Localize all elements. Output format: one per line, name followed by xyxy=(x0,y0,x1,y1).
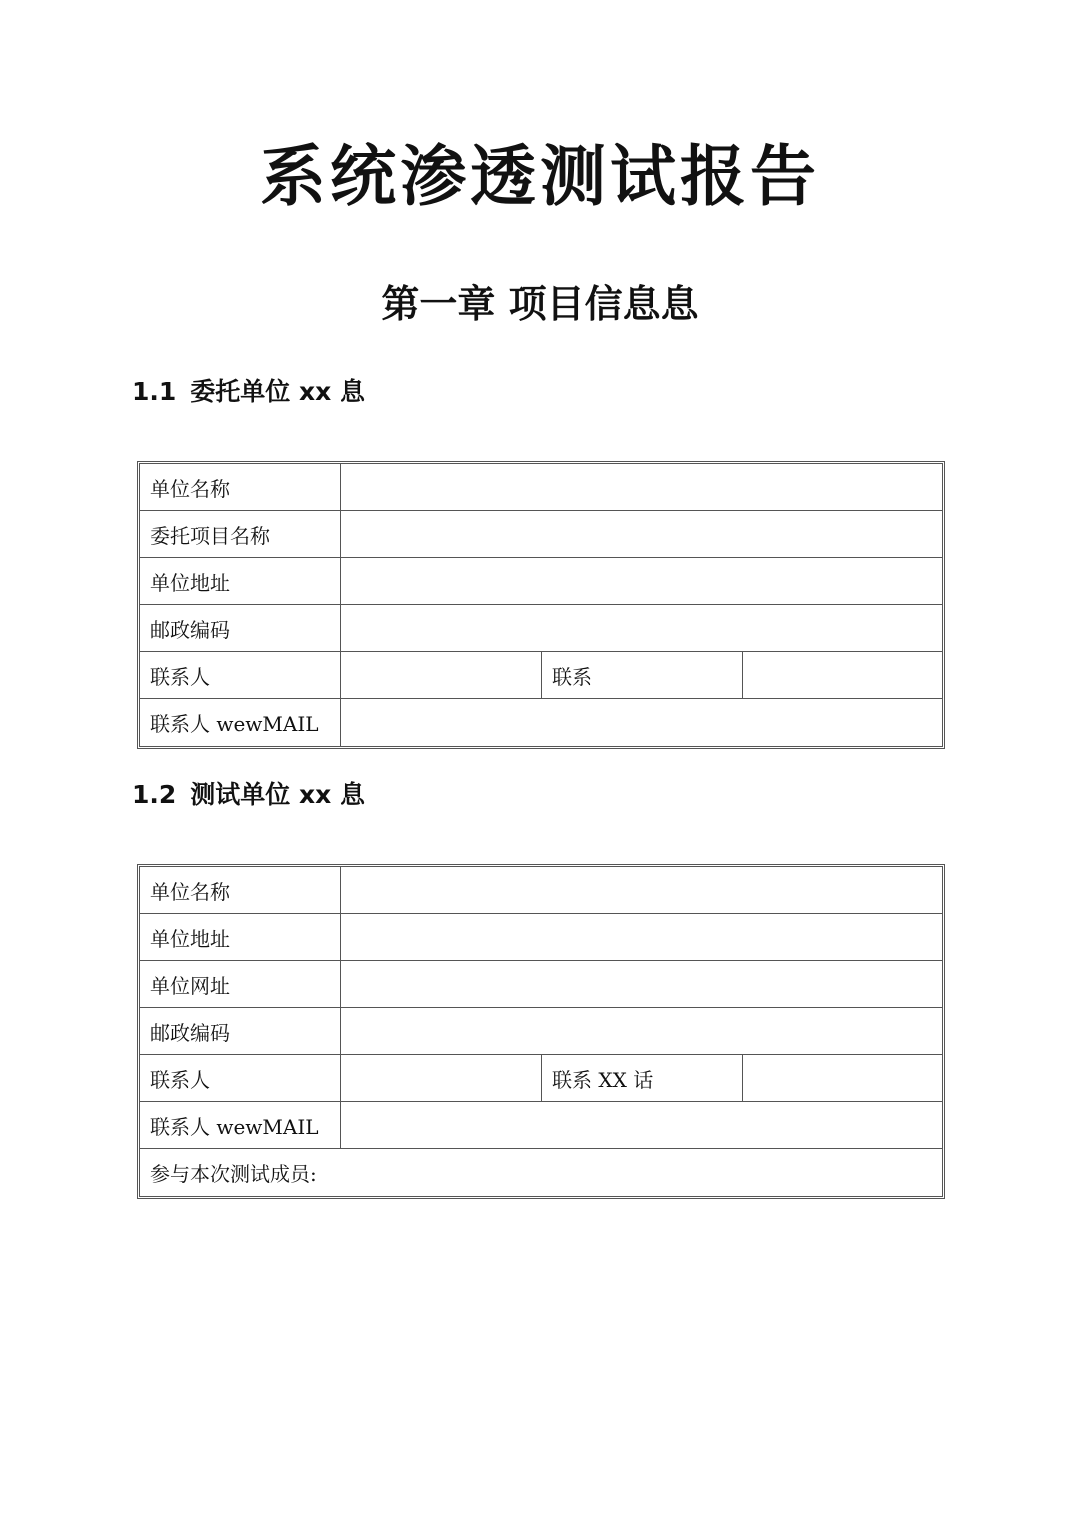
address-field[interactable] xyxy=(341,558,942,605)
unit-name-field[interactable] xyxy=(341,867,942,914)
section-number: 1.2 xyxy=(132,780,177,809)
phone-label: 联系 XX 话 xyxy=(542,1055,743,1102)
address-label: 单位地址 xyxy=(140,914,341,961)
chapter-heading: 第一章 项目信息息 xyxy=(381,281,699,326)
client-info-table xyxy=(137,461,945,749)
postal-code-field[interactable] xyxy=(341,1008,942,1055)
email-field[interactable] xyxy=(341,699,942,746)
website-label: 单位网址 xyxy=(140,961,341,1008)
project-name-label: 委托项目名称 xyxy=(140,511,341,558)
section-number: 1.1 xyxy=(132,377,177,406)
postal-code-field[interactable] xyxy=(341,605,942,652)
section-title: 测试单位 xx 息 xyxy=(190,780,365,809)
contact-label: 联系人 xyxy=(140,1055,341,1102)
section-title: 委托单位 xx 息 xyxy=(190,377,365,406)
tester-info-table xyxy=(137,864,945,1199)
address-field[interactable] xyxy=(341,914,942,961)
email-label: 联系人 wewMAIL xyxy=(140,1102,341,1149)
table-row xyxy=(140,605,942,652)
phone-field[interactable] xyxy=(743,1055,942,1102)
table-row xyxy=(140,1055,942,1102)
table-row xyxy=(140,1149,942,1196)
table-row xyxy=(140,652,942,699)
section-heading-client xyxy=(132,375,365,409)
website-field[interactable] xyxy=(341,961,942,1008)
table-row xyxy=(140,699,942,746)
contact-field[interactable] xyxy=(341,652,542,699)
email-label: 联系人 wewMAIL xyxy=(140,699,341,746)
contact-field[interactable] xyxy=(341,1055,542,1102)
unit-name-label: 单位名称 xyxy=(140,867,341,914)
table-row xyxy=(140,914,942,961)
table-row xyxy=(140,511,942,558)
phone-label: 联系 xyxy=(542,652,743,699)
table-row xyxy=(140,961,942,1008)
postal-code-label: 邮政编码 xyxy=(140,1008,341,1055)
table-row xyxy=(140,1008,942,1055)
table-row xyxy=(140,464,942,511)
address-label: 单位地址 xyxy=(140,558,341,605)
members-label[interactable]: 参与本次测试成员: xyxy=(150,1162,317,1186)
table-row xyxy=(140,1102,942,1149)
project-name-field[interactable] xyxy=(341,511,942,558)
contact-label: 联系人 xyxy=(140,652,341,699)
unit-name-label: 单位名称 xyxy=(140,464,341,511)
table-row xyxy=(140,558,942,605)
section-heading-tester xyxy=(132,778,365,812)
unit-name-field[interactable] xyxy=(341,464,942,511)
phone-field[interactable] xyxy=(743,652,942,699)
postal-code-label: 邮政编码 xyxy=(140,605,341,652)
table-row xyxy=(140,867,942,914)
document-title: 系统渗透测试报告 xyxy=(260,138,820,215)
email-field[interactable] xyxy=(341,1102,942,1149)
